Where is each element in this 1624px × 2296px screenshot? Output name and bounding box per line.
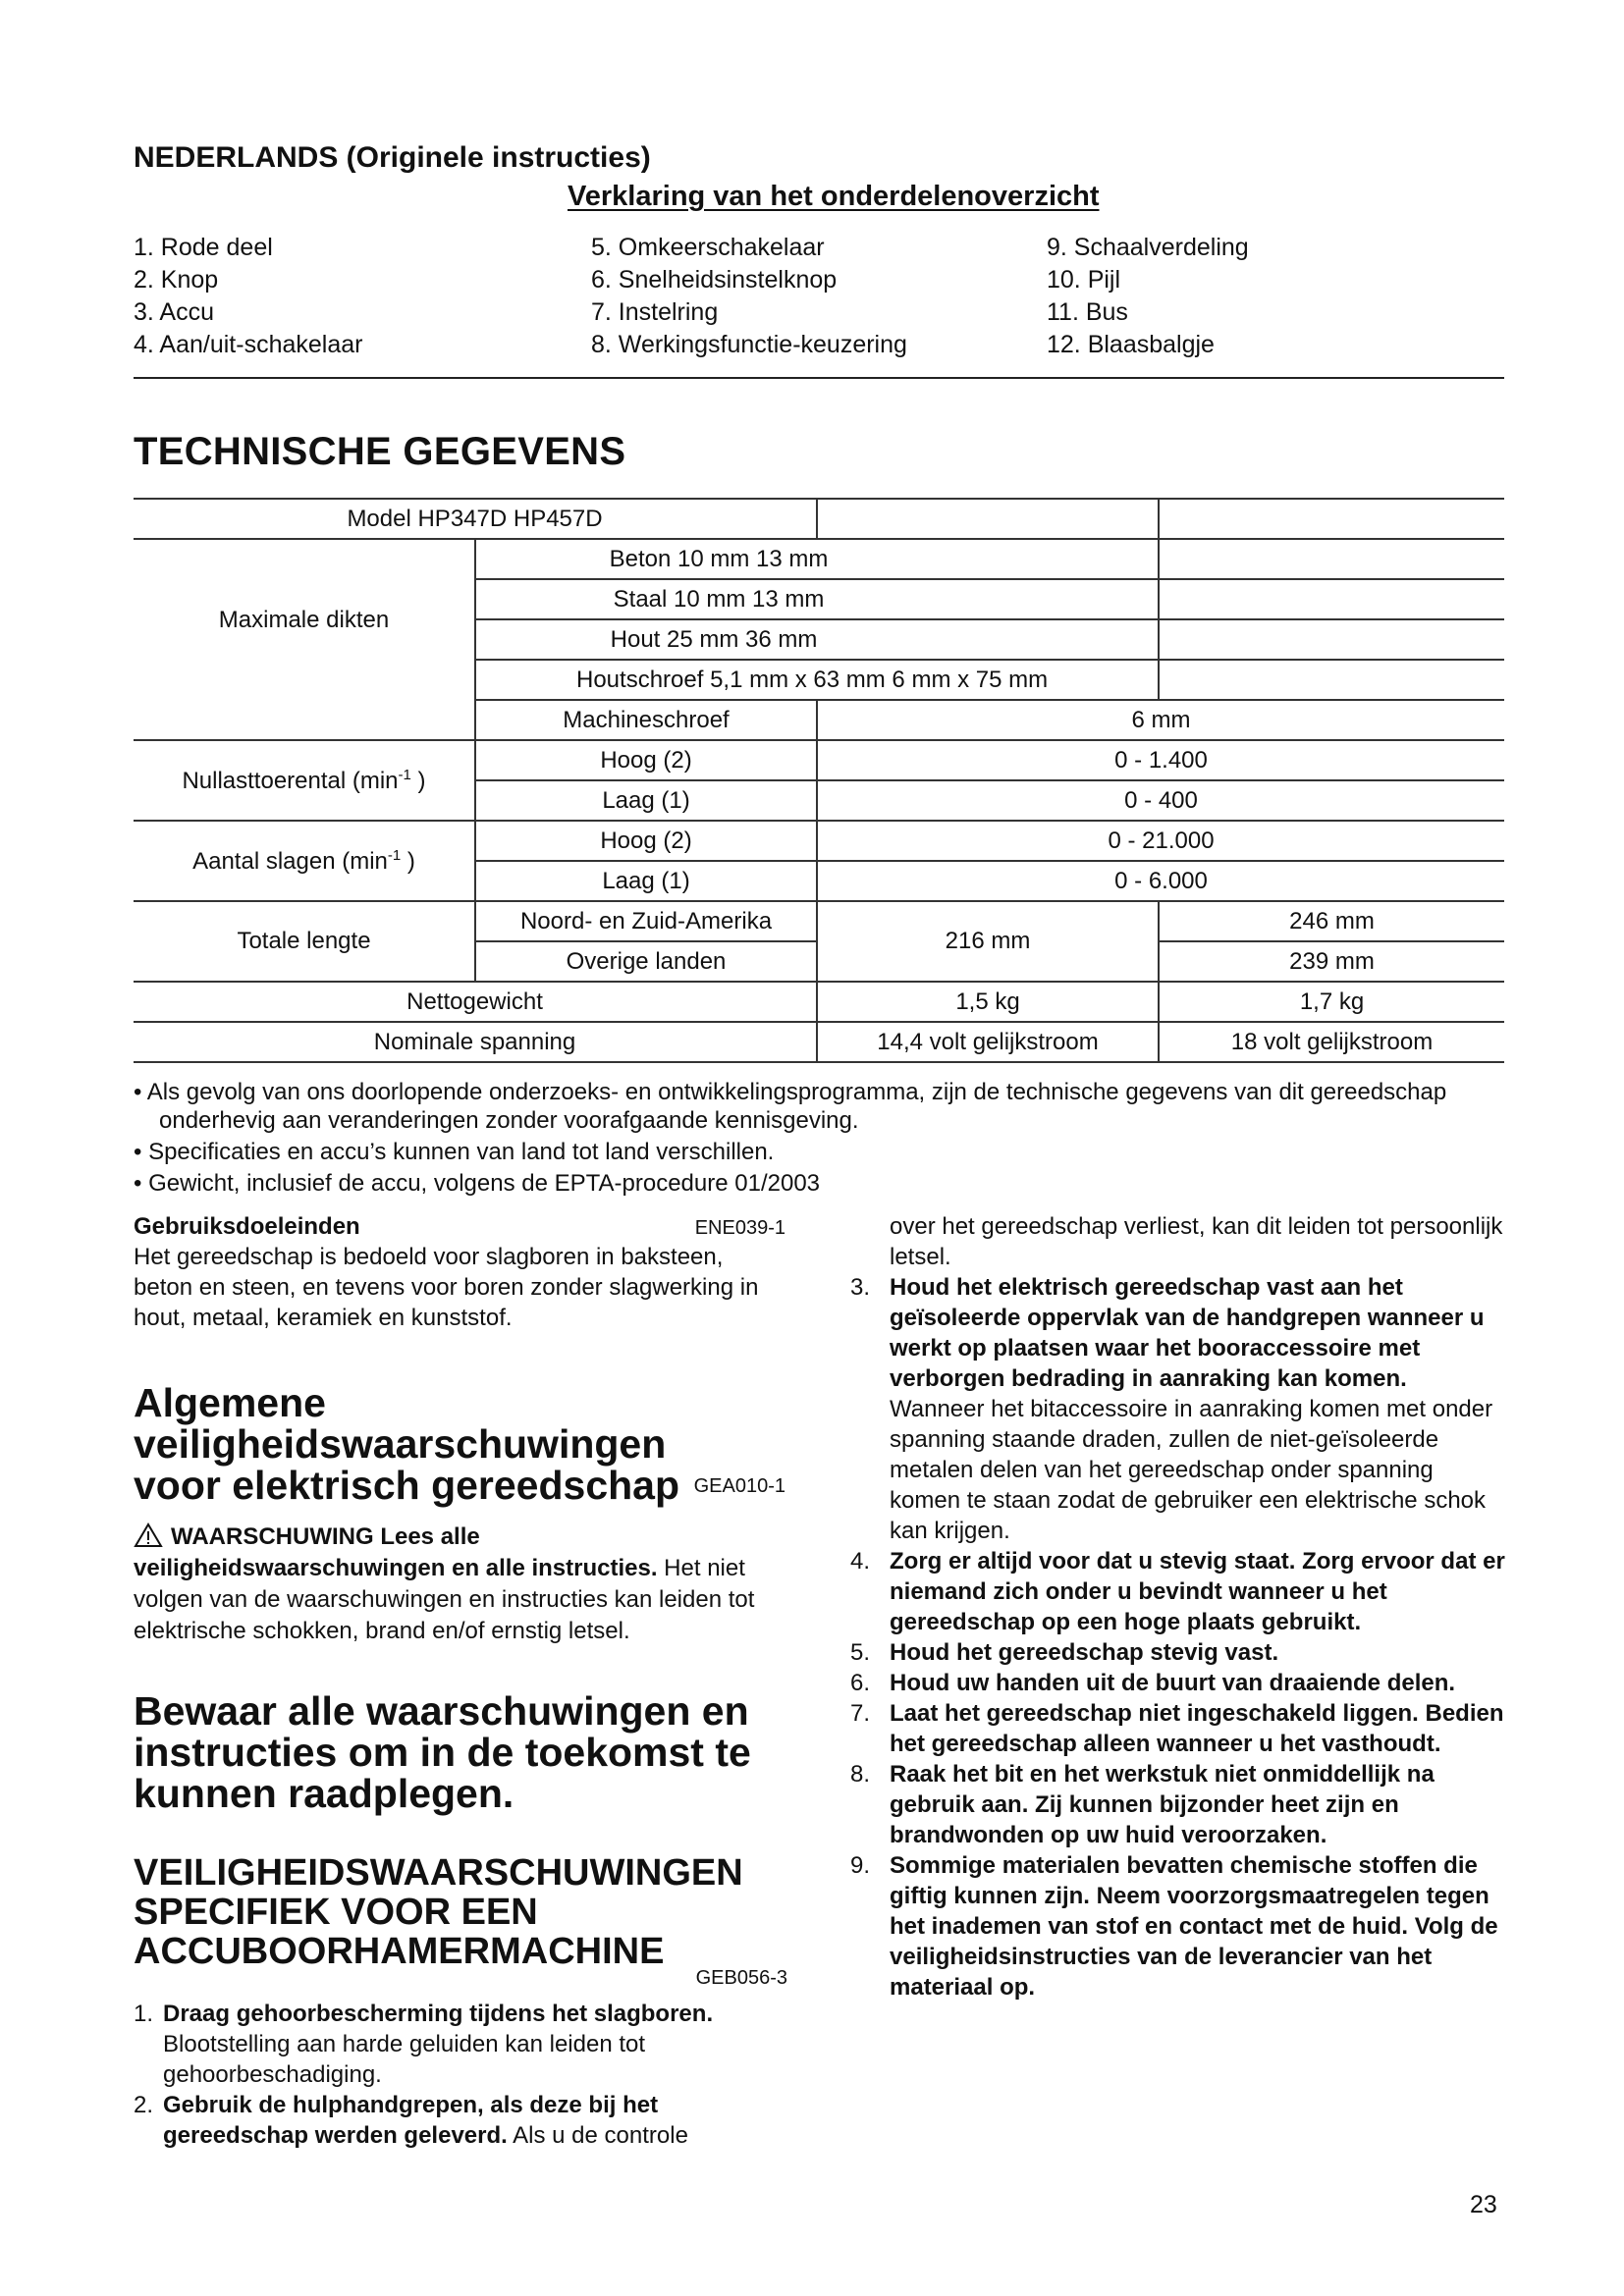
table-row	[134, 499, 1504, 539]
divider	[134, 377, 1504, 379]
language-title: NEDERLANDS (Originele instructies)	[134, 141, 651, 174]
table-cell: 14,4 volt gelijkstroom	[817, 1022, 1159, 1062]
legend-item: 11. Bus	[1047, 298, 1128, 326]
table-cell: Aantal slagen ($\min^{-1}$ )	[134, 821, 475, 901]
table-cell: 0 - 21.000	[817, 821, 1504, 861]
legend-column-2	[591, 232, 907, 361]
note-item: • Gewicht, inclusief de accu, volgens de EPTA-procedure 01/2003	[134, 1170, 821, 1197]
table-cell: 246 mm	[1159, 901, 1504, 941]
table-cell: Nettogewicht	[134, 982, 817, 1022]
table-cell: 18 volt gelijkstroom	[1159, 1022, 1504, 1062]
warning-text: Het niet volgen van de waarschuwingen en instructies kan leiden tot elektrische schokken, brand en/of ernstig letsel.	[134, 1555, 755, 1644]
table-cell	[1159, 660, 1504, 700]
legend-item: 7. Instelring	[591, 298, 719, 326]
table-row	[134, 1022, 1504, 1062]
table-cell: 1,7 kg	[1159, 982, 1504, 1022]
keep-heading: Bewaar alle waarschuwingen en instructies om in de toekomst te kunnen raadplegen.	[134, 1688, 751, 1816]
table-cell: Hoog (2)	[475, 740, 817, 780]
table-cell: 6 mm	[817, 700, 1504, 740]
legend-item: 4. Aan/uit-schakelaar	[134, 331, 363, 358]
table-row	[134, 821, 1504, 861]
table-cell	[817, 499, 1159, 539]
table-cell: Staal 10 mm 13 mm	[475, 579, 1159, 619]
table-cell: Overige landen	[475, 941, 817, 982]
warning-label: WAARSCHUWING Lees alle veiligheidswaarschuwingen en alle instructies.	[134, 1523, 658, 1581]
use-text: Het gereedschap is bedoeld voor slagboren in baksteen, beton en steen, en tevens voor boren zonder slagwerking in hout, metaal, keramiek en kunststof.	[134, 1244, 759, 1331]
table-cell: 0 - 1.400	[817, 740, 1504, 780]
table-cell: Totale lengte	[134, 901, 475, 982]
legend-item: 5. Omkeerschakelaar	[591, 234, 825, 261]
list-item: 4. Zorg er altijd voor dat u stevig staat. Zorg ervoor dat er niemand zich onder u bevindt wanneer u het gereedschap op een hoge plaats gebruikt.	[850, 1548, 1505, 1635]
list-item: 3. Houd het elektrisch gereedschap vast aan het geïsoleerde oppervlak van de handgrepen wanneer u werkt op plaatsen waar het booraccessoire met verborgen bedrading in aanraking kan komen. Wanneer het bitaccessoire in aanraking komen met onder spanning staande draden, zullen de niet-geïsoleerde metalen delen van het gereedschap onder spanning komen te staan zodat de gebruiker een elektrische schok kan krijgen.	[850, 1274, 1493, 1544]
table-cell: 216 mm	[817, 901, 1159, 982]
table-cell: Hoog (2)	[475, 821, 817, 861]
legend-column-1	[134, 232, 362, 361]
table-cell	[1159, 539, 1504, 579]
legend-item: 10. Pijl	[1047, 266, 1121, 294]
specific-heading: VEILIGHEIDSWAARSCHUWINGEN SPECIFIEK VOOR EEN ACCUBOORHAMERMACHINE	[134, 1852, 743, 1972]
spec-notes	[134, 1078, 1508, 1201]
table-cell	[1159, 579, 1504, 619]
note-item: • Als gevolg van ons doorlopende onderzoeks- en ontwikkelingsprogramma, zijn de technische gegevens van dit gereedschap onderhevig aan veranderingen zonder voorafgaande kennisgeving.	[134, 1079, 1447, 1134]
legend-item: 3. Accu	[134, 298, 214, 326]
warning-block	[134, 1522, 787, 1647]
list-item: 7. Laat het gereedschap niet ingeschakeld liggen. Bedien het gereedschap alleen wanneer u het vasthoudt.	[850, 1700, 1504, 1757]
table-cell: Machineschroef	[475, 700, 817, 740]
table-cell: Maximale dikten	[218, 606, 390, 633]
table-cell: Beton 10 mm 13 mm	[475, 539, 1159, 579]
legend-item: 6. Snelheidsinstelknop	[591, 266, 838, 294]
legend-title: Verklaring van het onderdelenoverzicht	[568, 181, 1100, 212]
table-cell	[134, 700, 475, 740]
list-item: 1. Draag gehoorbescherming tijdens het slagboren. Blootstelling aan harde geluiden kan leiden tot gehoorbeschadiging.	[134, 2001, 714, 2088]
continued-text: over het gereedschap verliest, kan dit leiden tot persoonlijk letsel.	[890, 1213, 1503, 1270]
table-cell: Houtschroef 5,1 mm x 63 mm 6 mm x 75 mm	[475, 660, 1159, 700]
table-row	[134, 539, 1504, 579]
table-cell: 239 mm	[1159, 941, 1504, 982]
table-cell	[1159, 619, 1504, 660]
warning-icon	[134, 1522, 163, 1548]
list-item: 2. Gebruik de hulphandgrepen, als deze bij het gereedschap werden geleverd. Als u de controle	[134, 2092, 688, 2149]
legend-item: 1. Rode deel	[134, 234, 273, 261]
legend-column-3	[1047, 232, 1249, 361]
table-cell: Nullasttoerental ($\min^{-1}$ )	[134, 740, 475, 821]
legend-item: 2. Knop	[134, 266, 219, 294]
spec-table	[134, 498, 1504, 1063]
list-item: 9. Sommige materialen bevatten chemische stoffen die giftig kunnen zijn. Neem voorzorgsmaatregelen tegen het inademen van stof en contact met de huid. Volg de veiligheidsinstructies van de leverancier van het materiaal op.	[850, 1852, 1498, 2001]
list-item: 8. Raak het bit en het werkstuk niet onmiddellijk na gebruik aan. Zij kunnen bijzonder heet zijn en brandwonden op uw huid veroorzaken.	[850, 1761, 1435, 1848]
specific-code: GEB056-3	[695, 1967, 787, 1989]
table-cell: Nominale spanning	[134, 1022, 817, 1062]
table-row	[134, 740, 1504, 780]
table-cell: Noord- en Zuid-Amerika	[475, 901, 817, 941]
right-column	[850, 1211, 1506, 2002]
page-number: 23	[1470, 2191, 1497, 2218]
table-cell: 0 - 6.000	[817, 861, 1504, 901]
list-item: 6. Houd uw handen uit de buurt van draaiende delen.	[850, 1670, 1456, 1696]
use-heading: Gebruiksdoeleinden	[134, 1213, 360, 1240]
table-row	[134, 901, 1504, 941]
table-cell	[1159, 499, 1504, 539]
list-item: 5. Houd het gereedschap stevig vast.	[850, 1639, 1279, 1666]
table-cell: Model HP347D HP457D	[134, 499, 817, 539]
tech-title: TECHNISCHE GEGEVENS	[134, 430, 626, 473]
general-code: GEA010-1	[693, 1475, 785, 1497]
table-cell: 0 - 400	[817, 780, 1504, 821]
table-row	[134, 700, 1504, 740]
legend-item: 12. Blaasbalgje	[1047, 331, 1215, 358]
table-cell: Laag (1)	[475, 861, 817, 901]
legend-item: 8. Werkingsfunctie-keuzering	[591, 331, 907, 358]
left-column	[134, 1211, 787, 2151]
general-heading: Algemene veiligheidswaarschuwingen voor elektrisch gereedschap	[134, 1380, 680, 1508]
table-cell: Laag (1)	[475, 780, 817, 821]
use-code: ENE039-1	[694, 1217, 785, 1239]
table-cell: 1,5 kg	[817, 982, 1159, 1022]
table-cell: Hout 25 mm 36 mm	[475, 619, 1159, 660]
legend-item: 9. Schaalverdeling	[1047, 234, 1249, 261]
table-row	[134, 982, 1504, 1022]
note-item: • Specificaties en accu’s kunnen van land tot land verschillen.	[134, 1139, 775, 1165]
